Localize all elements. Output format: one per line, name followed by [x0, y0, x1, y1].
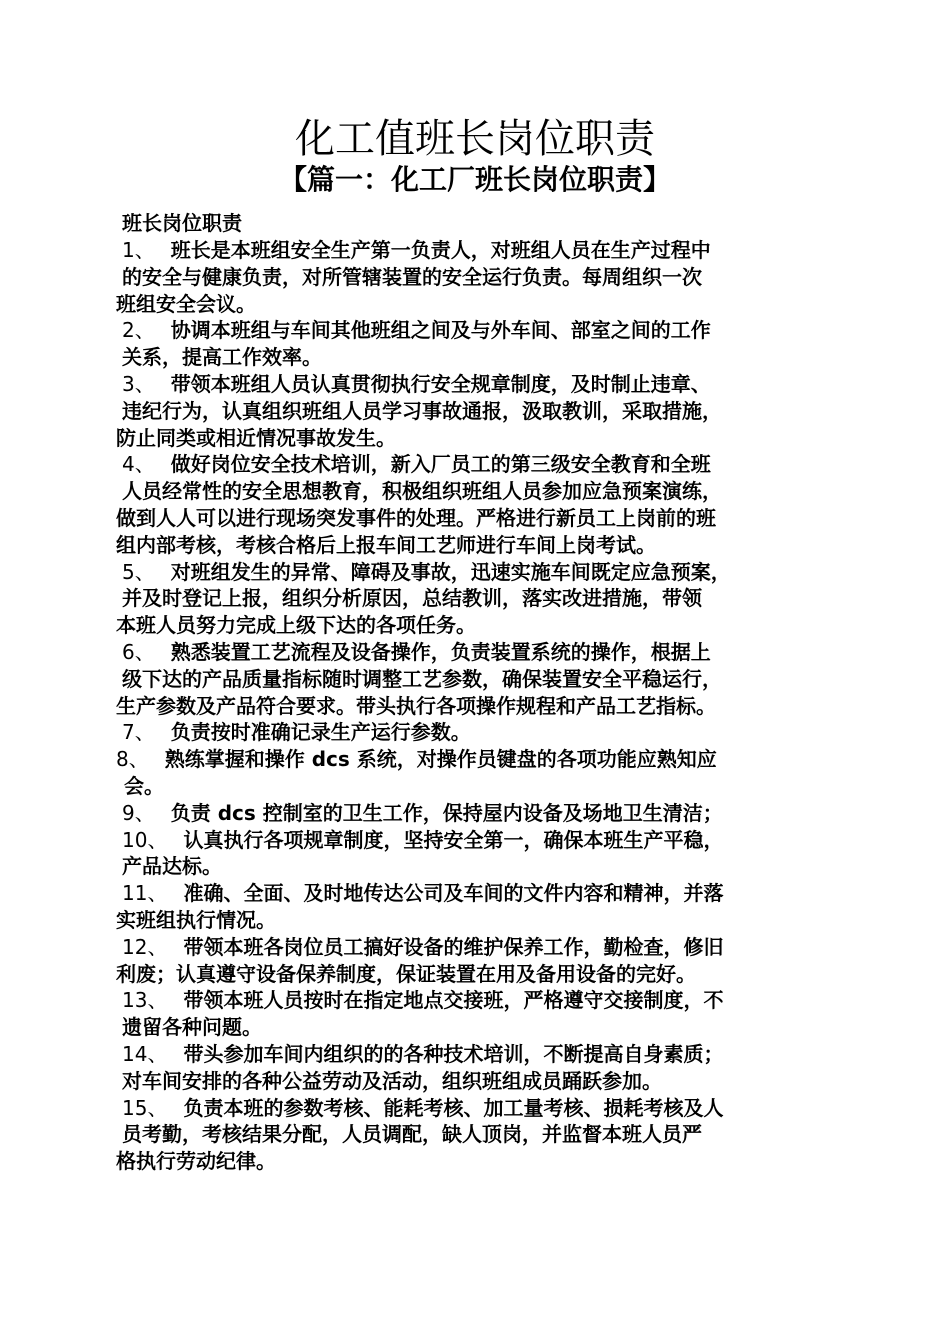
duty-list — [116, 237, 841, 1175]
duty-item-line — [116, 800, 841, 827]
duty-item-line: 级下达的产品质量指标随时调整工艺参数，确保装置安全平稳运行， — [122, 666, 722, 691]
duty-item-number: 7、 — [122, 720, 155, 745]
duty-item-text: 负责 dcs 控制室的卫生工作，保持屋内设备及场地卫生清洁； — [170, 800, 723, 825]
duty-item — [116, 827, 841, 881]
duty-item — [116, 451, 841, 558]
duty-item — [116, 880, 841, 934]
duty-item-number: 2、 — [122, 318, 155, 343]
duty-item-text: 准确、全面、及时地传达公司及车间的文件内容和精神，并落 — [183, 881, 724, 906]
duty-item-number: 10、 — [122, 827, 168, 852]
duty-item-number: 5、 — [122, 559, 155, 584]
duty-item-text: 协调本班组与车间其他班组之间及与外车间、部室之间的工作 — [170, 318, 711, 343]
section-heading: 班长岗位职责 — [122, 211, 242, 235]
duty-item-line: 格执行劳动纪律。 — [116, 1149, 276, 1174]
duty-item — [116, 800, 841, 827]
duty-item-text: 带领本班人员按时在指定地点交接班，严格遵守交接制度，不 — [183, 988, 724, 1013]
duty-item-line: 实班组执行情况。 — [116, 907, 276, 932]
document-title: 化工值班长岗位职责 — [295, 116, 655, 162]
duty-item — [116, 559, 841, 639]
duty-item-line: 组内部考核，考核合格后上报车间工艺师进行车间上岗考试。 — [116, 532, 656, 557]
duty-item-line: 人员经常性的安全思想教育，积极组织班组人员参加应急预案演练， — [122, 479, 722, 504]
duty-item-line: 做到人人可以进行现场突发事件的处理。严格进行新员工上岗前的班 — [116, 505, 716, 530]
document-subtitle: 【篇一：化工厂班长岗位职责】 — [278, 163, 671, 196]
duty-item-line: 对车间安排的各种公益劳动及活动，组织班组成员踊跃参加。 — [122, 1068, 662, 1093]
duty-item-line: 本班人员努力完成上级下达的各项任务。 — [116, 613, 476, 638]
duty-item-line — [116, 746, 841, 773]
duty-item-number: 4、 — [122, 452, 155, 477]
duty-item-text: 带领本班组人员认真贯彻执行安全规章制度，及时制止违章、 — [170, 371, 711, 396]
duty-item-number: 11、 — [122, 881, 168, 906]
duty-item-line: 并及时登记上报，组织分析原因，总结教训，落实改进措施，带领 — [122, 586, 702, 611]
duty-item-line: 关系，提高工作效率。 — [122, 345, 322, 370]
duty-item-text: 熟悉装置工艺流程及设备操作，负责装置系统的操作，根据上 — [170, 639, 711, 664]
duty-item-text: 带领本班各岗位员工搞好设备的维护保养工作，勤检查，修旧 — [183, 934, 724, 959]
duty-item — [116, 317, 841, 371]
duty-item-number: 13、 — [122, 988, 168, 1013]
duty-item-line — [116, 880, 841, 907]
duty-item-text: 熟练掌握和操作 dcs 系统，对操作员键盘的各项功能应熟知应 — [164, 747, 717, 772]
duty-item-text: 负责按时准确记录生产运行参数。 — [170, 720, 471, 745]
duty-item-line — [116, 719, 841, 746]
duty-item-line: 产品达标。 — [122, 854, 222, 879]
duty-item-number: 14、 — [122, 1041, 168, 1066]
duty-item-line — [116, 451, 841, 478]
duty-item — [116, 1095, 841, 1175]
duty-item — [116, 719, 841, 746]
duty-item-text: 认真执行各项规章制度，坚持安全第一，确保本班生产平稳， — [183, 827, 724, 852]
duty-item-line — [116, 317, 841, 344]
duty-item-line — [116, 559, 841, 586]
duty-item-line — [116, 639, 841, 666]
duty-item-number: 8、 — [116, 747, 149, 772]
duty-item-line: 防止同类或相近情况事故发生。 — [116, 425, 396, 450]
duty-item-text: 带头参加车间内组织的的各种技术培训，不断提高自身素质； — [183, 1041, 724, 1066]
duty-item — [116, 746, 841, 800]
duty-item-number: 12、 — [122, 934, 168, 959]
duty-item — [116, 987, 841, 1041]
duty-item-text: 做好岗位安全技术培训，新入厂员工的第三级安全教育和全班 — [170, 452, 711, 477]
duty-item-number: 3、 — [122, 371, 155, 396]
duty-item — [116, 1041, 841, 1095]
duty-item — [116, 237, 841, 317]
duty-item-line: 会。 — [124, 773, 164, 798]
duty-item-line: 遗留各种问题。 — [122, 1015, 262, 1040]
duty-item-line — [116, 237, 841, 264]
duty-item-number: 15、 — [122, 1095, 168, 1120]
duty-item — [116, 639, 841, 719]
duty-item-line: 班组安全会议。 — [116, 291, 256, 316]
duty-item-line — [116, 987, 841, 1014]
duty-item-line — [116, 1041, 841, 1068]
duty-item-line: 生产参数及产品符合要求。带头执行各项操作规程和产品工艺指标。 — [116, 693, 716, 718]
duty-item-text: 对班组发生的异常、障碍及事故，迅速实施车间既定应急预案， — [170, 559, 731, 584]
duty-item-line: 员考勤，考核结果分配，人员调配，缺人顶岗，并监督本班人员严 — [122, 1122, 702, 1147]
duty-item-line: 违纪行为，认真组织班组人员学习事故通报，汲取教训，采取措施， — [122, 398, 722, 423]
duty-item-line — [116, 1095, 841, 1122]
duty-item-line — [116, 934, 841, 961]
duty-item — [116, 371, 841, 451]
duty-item-line — [116, 371, 841, 398]
duty-item-number: 6、 — [122, 639, 155, 664]
duty-item — [116, 934, 841, 988]
duty-item-line — [116, 827, 841, 854]
duty-item-number: 9、 — [122, 800, 155, 825]
duty-item-line: 利废；认真遵守设备保养制度，保证装置在用及备用设备的完好。 — [116, 961, 696, 986]
duty-item-line: 的安全与健康负责，对所管辖装置的安全运行负责。每周组织一次 — [122, 264, 702, 289]
duty-item-number: 1、 — [122, 238, 155, 262]
duty-item-text: 负责本班的参数考核、能耗考核、加工量考核、损耗考核及人 — [183, 1095, 724, 1120]
document-body — [116, 210, 841, 1175]
duty-item-text: 班长是本班组安全生产第一负责人，对班组人员在生产过程中 — [170, 238, 711, 262]
